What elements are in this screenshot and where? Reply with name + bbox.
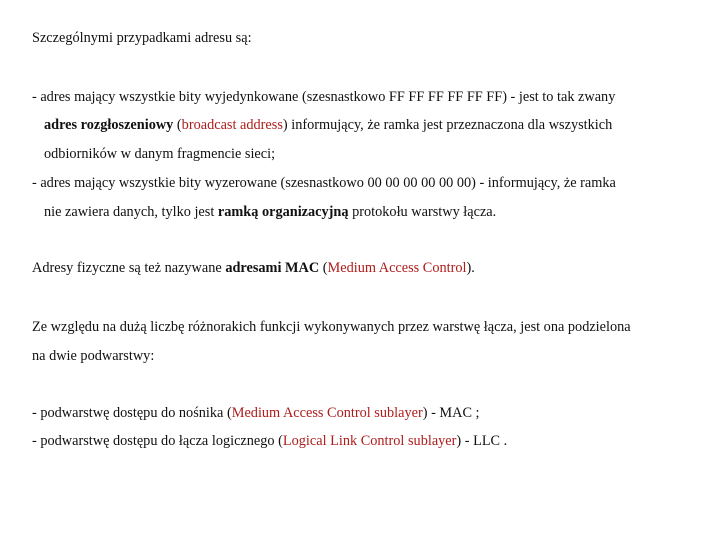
mac-paragraph	[32, 259, 475, 277]
intro-line: Szczególnymi przypadkami adresu są:	[32, 30, 252, 46]
mac-paragraph-start: Adresy fizyczne są też nazywane	[32, 260, 226, 276]
term-broadcast-address: adres rozgłoszeniowy	[44, 117, 174, 133]
zero-bullet-line-2-end: protokołu warstwy łącza.	[348, 204, 497, 220]
mac-sublayer-bullet-start: - podwarstwę dostępu do nośnika (	[32, 405, 232, 421]
term-mac-addresses: adresami MAC	[225, 260, 320, 276]
broadcast-bullet-line-1: - adres mający wszystkie bity wyjedynkowane (szesnastkowo FF FF FF FF FF FF) - jest to tak zwany	[32, 89, 616, 105]
paren-open: (	[173, 117, 182, 133]
zero-bullet-line-2-start: nie zawiera danych, tylko jest	[44, 204, 218, 220]
mac-sublayer-bullet-end: ) - MAC ;	[422, 405, 480, 421]
term-broadcast-address-en: broadcast address	[181, 117, 283, 133]
mac-sublayer-bullet	[32, 404, 480, 422]
llc-sublayer-bullet-start: - podwarstwę dostępu do łącza logicznego (	[32, 433, 283, 449]
term-llc-sublayer: Logical Link Control sublayer	[282, 433, 457, 449]
broadcast-bullet-line-2	[44, 116, 612, 134]
broadcast-bullet-line-3: odbiorników w danym fragmencie sieci;	[44, 146, 276, 162]
llc-sublayer-bullet-end: ) - LLC .	[456, 433, 508, 449]
zero-bullet-line-1: - adres mający wszystkie bity wyzerowane (szesnastkowo 00 00 00 00 00 00) - informujący, że ramka	[32, 175, 616, 191]
sublayers-paragraph-line-1: Ze względu na dużą liczbę różnorakich funkcji wykonywanych przez warstwę łącza, jest ona podzielona	[32, 319, 631, 335]
llc-sublayer-bullet	[32, 432, 507, 450]
term-mac-sublayer: Medium Access Control sublayer	[231, 405, 423, 421]
paren-close: ).	[466, 260, 475, 276]
paren-open: (	[319, 260, 328, 276]
term-organizational-frame: ramką organizacyjną	[217, 204, 349, 220]
zero-bullet-line-2	[44, 203, 496, 221]
term-medium-access-control: Medium Access Control	[327, 260, 467, 276]
sublayers-paragraph-line-2: na dwie podwarstwy:	[32, 348, 155, 364]
broadcast-bullet-line-2-rest: ) informujący, że ramka jest przeznaczona dla wszystkich	[282, 117, 613, 133]
